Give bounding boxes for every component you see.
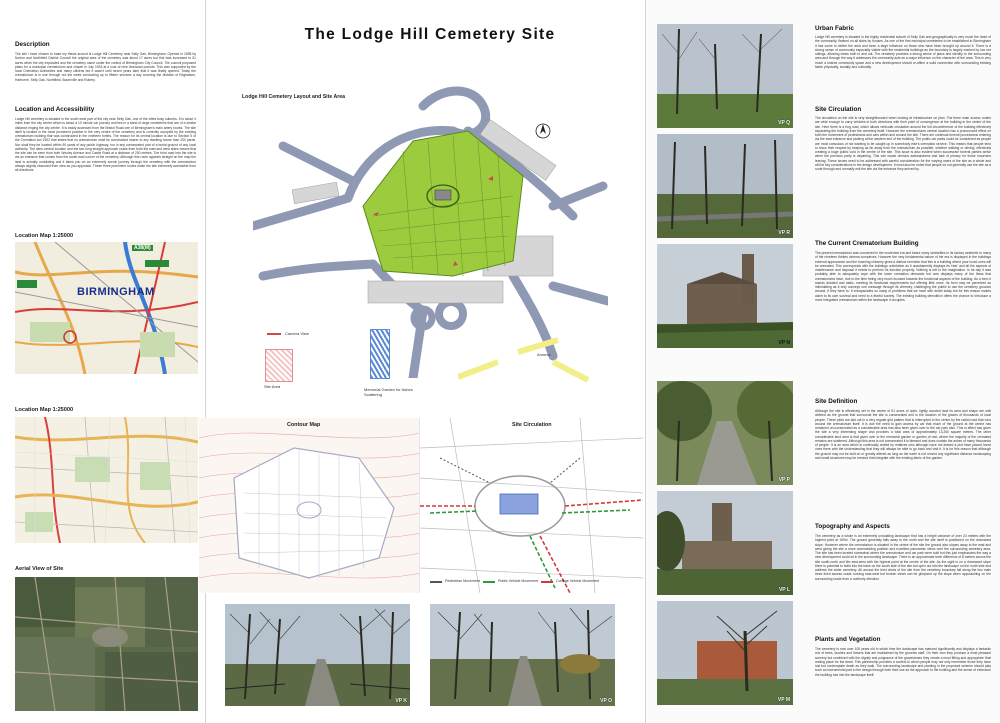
cortege-swatch <box>541 581 553 583</box>
site-area-label: Site Area <box>264 384 281 389</box>
site-area-swatch <box>265 349 293 382</box>
camera-view-label: Camera View <box>285 331 309 336</box>
photo-vp-k-label: VP K <box>395 698 407 704</box>
site-circulation-text: The circulation on the site is very straightforward when looking at infrastructure on plan. The three main access routes are wide enough to carry vehicles in both directions with their point of convergence at the building in the centre of the site. Here there is a ring road, which allows vehicular circulation around the full circumference of the building effectively separating the building from the cemetery itself. However the crematoriums central location has a pronounced effect on both the movement of pedestrians and cars within and around the site. There are continual funeral processions entering via the east entrance and parking at the western end of the building. The public car parks could be considered as people are most conscious of not wanting to be caught up in somebody else's cremation service. This means that people tend to show their respect by keeping as far away from the crematorium as possible, whether walking or driving, effectively creating a huge public void in the centre of the site. This issue is also evident when successive funeral parties arrive when the previous party is departing. This can cause obvious awkwardness and lack of privacy for those mourners leaving. These issues need to be addressed with careful consideration for the varying users of the site as a whole and will be key considerations in the design development. It must also be noted that people do not generally use the site as a route through and normally exit the site via the entrance they arrived by. <box>815 116 991 171</box>
fold-line <box>645 0 646 723</box>
urban-fabric-heading: Urban Fabric <box>815 25 854 32</box>
location-text: Lodge Hill cemetery is situated in the south west part of the city near Selly Oak, one of the cities busy suburbs. It is about 4 miles from the city centre which is about a 10 minute car journey and lies in a band of large cemeteries that are of a similar distance ringing the city centre. It is easily accessed from the Bristol Road one of Birmingham's main artery routes. The site itself is located in the most prominent position in the very centre of the cemetery and is currently occupied by the existing crematorium building that was constructed in the nineteen forties. The reason for its central location is due to Section 5 of the Cremation Act 1902 that states that no crematorium shall be constructed nearer to any dwelling house than 200 yards. Nor shall they be located within 50 yards of any public highway, nor in any consecrated part of a burial ground of any local authority. The sites central location and the two long straight approach roads from both the east and west sides means that the site can be seen from both Weoley Avenue and Castle Road at a distance of 200 metres. The third road into the site is via an entrance that comes from the south-east corner of the cemetery. Although this route appears straight on the map the land is actually undulating and it takes you on an extremely scenic journey through the cemetery with the crematorium always slightly obscured from view as you approach. These three prominent routes make the site extremely accessible from all directions. <box>15 117 196 172</box>
photo-vp-m <box>657 601 793 705</box>
photo-vp-l-label: VP L <box>778 587 790 593</box>
memorial-garden-swatch <box>370 329 390 379</box>
public-vehicle-swatch <box>483 581 495 583</box>
page-title: The Lodge Hill Cemetery Site <box>304 26 556 43</box>
photo-vp-p <box>657 381 793 485</box>
location-map-1-label: Location Map 1:25000 <box>15 233 74 239</box>
fold-line <box>205 0 206 723</box>
photo-vp-n <box>657 244 793 348</box>
photo-vp-o-label: VP O <box>600 698 612 704</box>
location-map-detail <box>15 417 198 543</box>
topography-text: The cemetery as a whole is an extremely undulating landscape that has a height variance of over 24 meters with the highest point at 169m. The ground generally falls away to the north and the site itself is positioned on the downward slope. However where the crematorium is situated in the centre of the site the ground also slopes away to the east and west giving the site a more commanding position and excellent panoramic views over the surrounding cemetery area. The site has been leveled somewhat where the crematorium and car park were built but this just emphasizes the way a new development could sit in the surrounding landscape. There is an approximate level difference of 8 meters across the site south-north and 8m east-west with the highest point at the centre of the site. As the sight is on a downward slope there is potential to build into the bank on the south side of the site but open out into the landscape on the north side and address the wider cemetery. All around the best views of the site from the cemetery boundary fall along the two main trees lined access roads running east-west but broken views can be glimpsed up the slope when approaching on the surrounding roads from a northerly direction. <box>815 534 991 581</box>
plants-heading: Plants and Vegetation <box>815 636 881 643</box>
contour-map <box>199 418 421 593</box>
photo-vp-m-label: VP M <box>777 697 790 703</box>
topography-heading: Topography and Aspects <box>815 523 890 530</box>
location-heading: Location and Accessibility <box>15 106 95 113</box>
pedestrian-swatch <box>430 581 442 583</box>
current-building-heading: The Current Crematorium Building <box>815 240 919 247</box>
description-heading: Description <box>15 41 50 48</box>
map-city-label: BIRMINGHAM <box>77 286 155 298</box>
aerial-view-photo <box>15 577 198 711</box>
photo-vp-r <box>657 134 793 238</box>
photo-vp-l <box>657 491 793 595</box>
site-circulation-heading: Site Circulation <box>815 106 862 113</box>
urban-fabric-text: Lodge Hill cemetery is situated in the highly residential suburb of Selly Oak and geographically is very much the heart of the community, flanked on all sides by houses. As one of the first municipal cemeteries to be established in Birmingham it has come to define the area and been a large influence on those who have been brought up around it. There is a strong sense of community especially visible with the residential buildings as the boundary is largely marked by low red railings, allowing views both in and out. The cemetery provides a strong sense of place and identity to the surrounding area and through the way it addresses the community acts as a major influence on the character of the area. This is very much a shared community space and a new development should re-affirm a solid connection with surrounding existing fabric physically, socially and culturally. <box>815 35 991 69</box>
photo-vp-o <box>430 604 615 706</box>
cortege-label: Cortege Vehicle Movement <box>556 579 600 583</box>
photo-vp-q <box>657 24 793 128</box>
camera-view-swatch <box>267 333 281 335</box>
current-building-text: The present crematorium was conceived in the modernist era and bears many similarities in its factory aesthetic to many of the nineteen thirties cinema complexes. However the very fundamental nature of the era is displayed in the buildings external appearance and the towering chimney gives a distinct reminder that this is a building where your loved ones will be cremated. This corresponds with the buildings orientation as it unashamedly displays its 'rear' and all the aspects of maintenance and disposal it needs to perform its function properly. Nothing is left to the imagination. In its day it was probably able to adequately cope with the lower cremation demands but now displays many of the flaws that crematoriums have, due to the time being very much focused towards the functional aspects of the building. As a form it stands isolated and static, meeting its functional requirements but offering little more. Its form may be perceived as intimidating as it only conveys one message through its chimney, challenging the public to use the cemetery grounds around, if they have to. It encapsulates so many of problems that we have with death today but for this reason makes claim to its own survival and need to a fearful society. The existing building demolition offers the chance to introduce a more integrated crematorium within the landscape it occupies. <box>815 251 991 302</box>
layout-label: Lodge Hill Cemetery Layout and Site Area <box>242 94 346 100</box>
public-vehicle-label: Public Vehicle Movement <box>498 579 539 583</box>
description-text: The site I have chosen to base my thesis around is Lodge Hill Cemetery near Selly Oak, Birmingham. Opened in 1895 by Norton and Northfield District Council the original area of the cemetery was about 17 acres but this was increased to 51 acres when the city expanded and the cemetery came under the control of Birmingham City Council. The council proposed plans for a municipal crematorium and chapel in July 1933 at a cost of nine thousand pounds. This was supported by the local Cremation Authorities and many citizens but it wasn't until seven years later that it was finally opened. Today the crematorium is in use through out the week conducting up to fifteen services a day covering the districts of Edgbaston, Harborne, Selly Oak, Northfield, Bournville and Rubery. <box>15 52 196 82</box>
site-definition-text: Although the site is effectively set in the centre of 51 acres of open, lightly wooded land its area and shape are well defined as the ground that surrounds the site is consecrated and is the location of the graves of thousands of local people. These plots are laid out in a very regular grid pattern that is interrupted in the centre by the radial road that runs around the crematorium itself. It is due the need to gain access by car that much of the ground at the centre has remained un-consecrated as a considerable area has also been given over to the car park also. This in effect has given the site a very interesting shape and provides a total area of approximately 13,250 square metres. The other considerable land area is that given over to the memorial garden or garden of rest, where the majority of the cremated remains are scattered. Although this area is not consecrated it is blessed and does contain the ashes of many thousands of people. It is an area which is continually visited by relatives who although have not leased a plot have placed loved ones there with the understanding that they will always be able to go back and visit it. It is for this reason that although the ground may not be built on or greatly altered as long as the earth is not moved any significant distance landscaping and small structures may be erected that integrate with the existing fabric of the garden. <box>815 409 991 460</box>
photo-vp-n-label: VP N <box>778 340 790 346</box>
memorial-garden-label: Memorial Garden for Ashes Scattering <box>364 387 413 397</box>
site-definition-heading: Site Definition <box>815 398 858 405</box>
photo-vp-q-label: VP Q <box>778 120 790 126</box>
map-road-label: A38(M) <box>134 245 151 251</box>
contour-label: Contour Map <box>287 422 321 428</box>
aerial-view-label: Aerial View of Site <box>15 566 64 572</box>
site-circulation-diagram <box>419 418 643 593</box>
photo-vp-p-label: VP P <box>778 477 790 483</box>
annexe-label: Annexe <box>537 352 551 357</box>
photo-vp-k <box>225 604 410 706</box>
annexe-swatch <box>458 332 593 387</box>
location-map-large <box>15 242 198 374</box>
location-map-2-label: Location Map 1:25000 <box>15 407 74 413</box>
plants-text: The cemetery is now over 100 years old in which time the landscape has matured significantly and displays a fantastic mix of trees, bushes and flowers that are maintained by the grounds staff. On their own they produce a most pleasant scenery but combined with the dignity and poignance of the gravestones they create a most fitting and appropriate final resting place for the dead. This partnership provides a context in which people may not only remember those they have lost but contemplate death as they walk. The surrounding landscape and planting in the proposed scheme should play such an instrumental part in the design through both their use as the approach to the building and the sense of extension the building has into the landscape itself. <box>815 647 991 677</box>
photo-vp-r-label: VP R <box>778 230 790 236</box>
pedestrian-label: Pedestrian Movement <box>445 579 480 583</box>
circulation-label: Site Circulation <box>512 422 552 428</box>
